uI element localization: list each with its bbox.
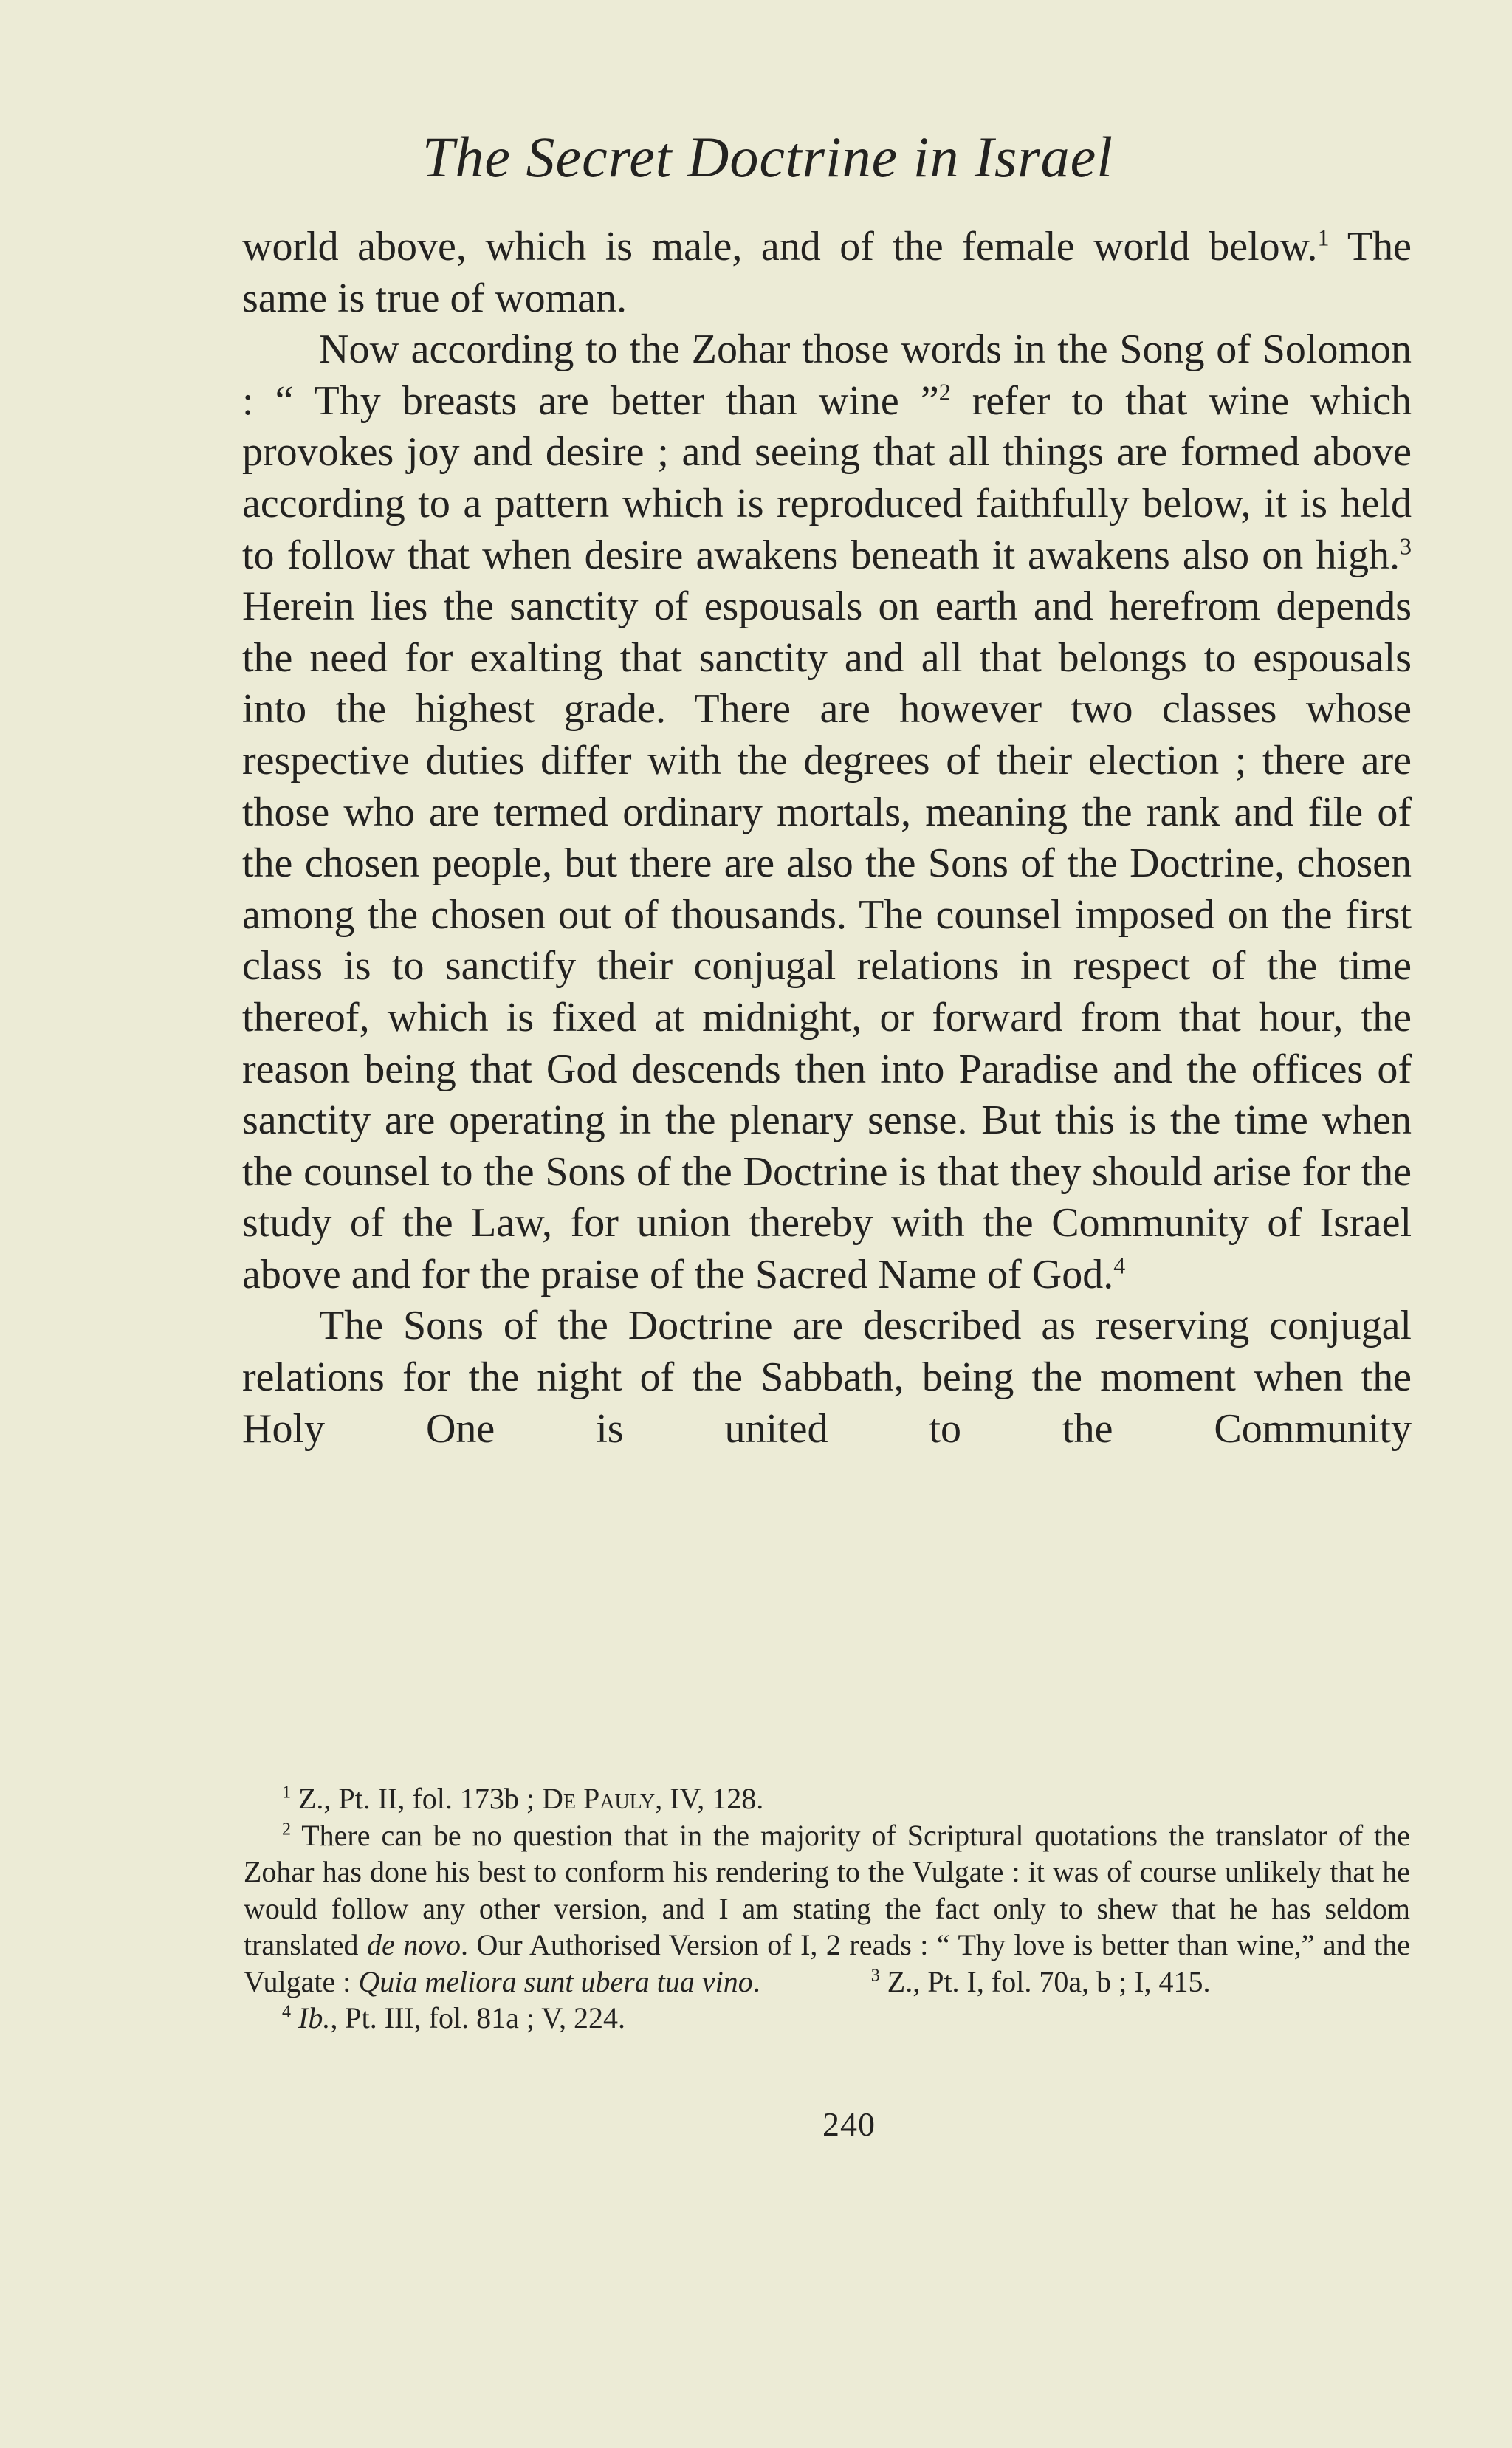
footnote-3-marker: 3: [870, 1966, 880, 1986]
paragraph-3: The Sons of the Doctrine are described as reserving conjugal relations for the night of the Sabbath, being the moment when the Holy One is united to the Community: [242, 1303, 1412, 1452]
footnote-2-latin-quote: Quia meliora sunt ubera tua vino: [358, 1964, 753, 1998]
footnote-ref-2[interactable]: 2: [938, 378, 951, 405]
paragraph-1-text-end: The same is true of woman.: [242, 224, 1412, 321]
paragraph-1-text: world above, which is male, and of the female world below.: [242, 224, 1318, 270]
footnote-ref-4[interactable]: 4: [1113, 1252, 1126, 1279]
footnote-4-text: , Pt. III, fol. 81a ; V, 224.: [330, 2001, 625, 2034]
footnote-3-text: Z., Pt. I, fol. 70a, b ; I, 415.: [879, 1964, 1211, 1998]
paragraph-1: [242, 222, 1412, 324]
paragraph-2-text-end: Herein lies the sanctity of espousals on earth and herefrom depends the need for exalting that sanctity and all that belongs to espousals into the highest grade. There are however two classes whose respective duties differ with the degrees of their election ; there are those who are termed ordinary mortals, meaning the rank and file of the chosen people, but there are also the Sons of the Doctrine, chosen among the chosen out of thousands. The counsel imposed on the first class is to sanctify their conjugal relations in respect of the time thereof, which is fixed at midnight, or forward from that hour, the reason being that God descends then into Paradise and the offices of sanctity are operating in the plenary sense. But this is the time when the counsel to the Sons of the Doctrine is that they should arise for the study of the Law, for union thereby with the Community of Israel above and for the praise of the Sacred Name of God.: [242, 583, 1412, 1297]
footnote-4-marker: 4: [282, 2002, 291, 2022]
footnote-2-text: There can be no question that in the majority of Scriptural quotations the translator of the Zohar has done his best to conform his rendering to the Vulgate : it was of course unlikely that he would follow any other version, and I am stating the fact only to shew that he has seldom translated: [244, 1818, 1410, 1961]
footnote-1-author: De Pauly: [541, 1782, 656, 1815]
footnote-ref-3[interactable]: 3: [1400, 532, 1412, 559]
footnote-2-text-mid: . Our Authorised Version of I, 2 reads : “ Thy love is better than wine,” and the Vulgate :: [244, 1928, 1410, 1998]
footnote-2-text-end: .: [752, 1964, 760, 1998]
body-text: [242, 222, 1412, 1455]
footnote-1-text-end: , IV, 128.: [655, 1782, 764, 1815]
footnote-4: [244, 2000, 1410, 2037]
footnote-4-italic: Ib.: [298, 2001, 331, 2034]
paragraph-2-text-mid: refer to that wine which provokes joy and desire ; and seeing that all things are formed above according to a pattern which is reproduced faithfully below, it is held to follow that when desire awakens beneath it awakens also on high.: [242, 377, 1412, 578]
footnote-2-marker: 2: [282, 1820, 291, 1840]
footnote-1-marker: 1: [282, 1783, 291, 1803]
page-number: 240: [822, 2105, 876, 2143]
footnote-ref-1[interactable]: 1: [1317, 224, 1330, 251]
footnote-1-text: Z., Pt. II, fol. 173b ;: [291, 1782, 542, 1815]
footnote-1: [244, 1780, 1410, 1817]
paragraph-2-text: Now according to the Zohar those words in the Song of Solomon : “ Thy breasts are better than wine ”: [242, 326, 1412, 424]
footnotes: [244, 1780, 1410, 2037]
footnote-2: [244, 1817, 1410, 2000]
footnote-2-italic-phrase: de novo: [367, 1928, 461, 1961]
running-head: The Secret Doctrine in Israel: [422, 125, 1113, 189]
paragraph-2: [242, 324, 1412, 1300]
